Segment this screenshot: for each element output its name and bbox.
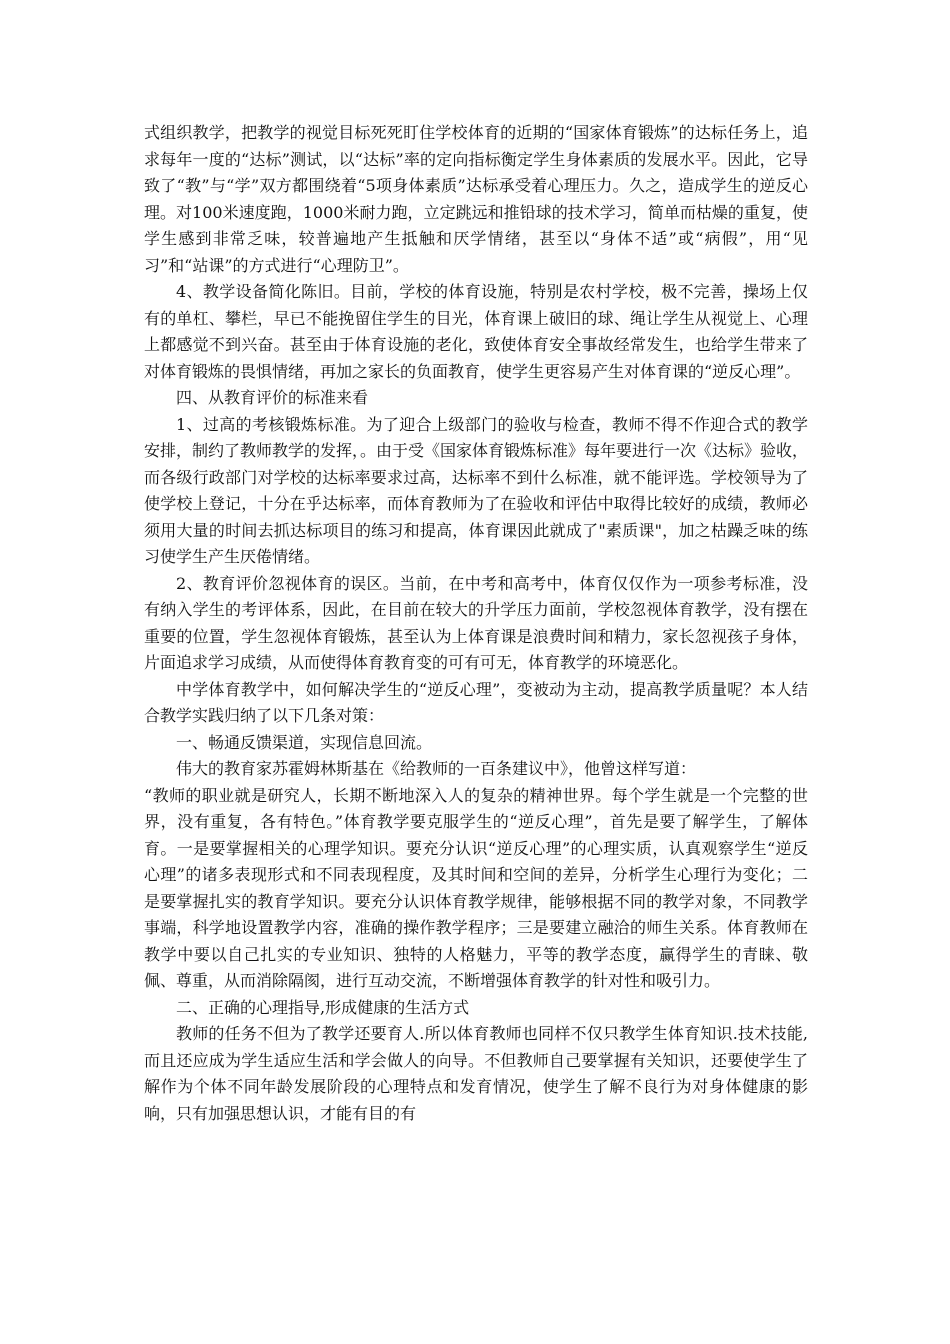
paragraph-evaluation-misconception: 2、教育评价忽视体育的误区。当前，在中考和高考中，体育仅仅作为一项参考标准，没有纳入学生的考评体系，因此，在目前在较大的升学压力面前，学校忽视体育教学，没有摆在重要的位置，学生忽视体育锻炼，甚至认为上体育课是浪费时间和精力，家长忽视孩子身体，片面追求学习成绩，从而使得体育教育变的可有可无，体育教学的环境恶化。 xyxy=(144,573,808,672)
section-heading-evaluation: 四、从教育评价的标准来看 xyxy=(176,388,369,407)
paragraph-quote-body: “教师的职业就是研究人，长期不断地深入人的复杂的精神世界。每个学生就是一个完整的世界，没有重复，各有特色。”体育教学要克服学生的“逆反心理”，首先是要了解学生，了解体育。一是要掌握相关的心理学知识。要充分认识“逆反心理”的心理实质，认真观察学生“逆反心理”的诸多表现形式和不同表现程度，及其时间和空间的差异，分析学生心理行为变化；二是要掌握扎实的教育学知识。要充分认识体育教学规律，能够根据不同的教学对象，不同教学事端，科学地设置教学内容，准确的操作教学程序；三是要建立融洽的师生关系。体育教师在教学中要以自己扎实的专业知识、独特的人格魅力，平等的教学态度，赢得学生的青睐、敬佩、尊重，从而消除隔阂，进行互动交流，不断增强体育教学的针对性和吸引力。 xyxy=(144,785,808,990)
section-heading-feedback: 一、畅通反馈渠道，实现信息回流。 xyxy=(176,732,433,752)
paragraph-strategy-intro: 中学体育教学中，如何解决学生的“逆反心理”，变被动为主动，提高教学质量呢？本人结合教学实践归纳了以下几条对策： xyxy=(144,679,808,725)
paragraph-teacher-task: 教师的任务不但为了教学还要育人.所以体育教师也同样不仅只教学生体育知识.技术技能,而且还应成为学生适应生活和学会做人的向导。不但教师自己要掌握有关知识，还要使学生了解作为个体不同年龄发展阶段的心理特点和发育情况，使学生了解不良行为对身体健康的影响，只有加强思想认识，才能有目的有 xyxy=(144,1024,808,1123)
section-heading-guidance: 二、正确的心理指导,形成健康的生活方式 xyxy=(176,997,470,1017)
paragraph-quote-intro: 伟大的教育家苏霍姆林斯基在《给教师的一百条建议中》，他曾这样写道： xyxy=(176,759,697,778)
paragraph-assessment-standard: 1、过高的考核锻炼标准。为了迎合上级部门的验收与检查，教师不得不作迎合式的教学安排，制约了教师教学的发挥，。由于受《国家体育锻炼标准》每年要进行一次《达标》验收，而各级行政部门对学校的达标率要求过高，达标率不到什么标准，就不能评选。学校领导为了使学校上登记，十分在乎达标率，而体育教师为了在验收和评估中取得比较好的成绩，教师必须用大量的时间去抓达标项目的练习和提高，体育课因此就成了"素质课"，加之枯躁乏味的练习使学生产生厌倦情绪。 xyxy=(144,414,809,566)
paragraph-teaching-equipment: 4、教学设备简化陈旧。目前，学校的体育设施，特别是农村学校，极不完善，操场上仅有的单杠、攀栏，早已不能挽留住学生的目光，体育课上破旧的球、绳让学生从视觉上、心理上都感觉不到兴奋。甚至由于体育设施的老化，致使体育安全事故经常发生，也给学生带来了对体育锻炼的畏惧情绪，再加之家长的负面教育，使学生更容易产生对体育课的“逆反心理”。 xyxy=(144,282,808,381)
document-page xyxy=(144,120,808,1127)
paragraph-continuation: 式组织教学，把教学的视觉目标死死盯住学校体育的近期的“国家体育锻炼”的达标任务上，追求每年一度的“达标”测试，以“达标”率的定向指标衡定学生身体素质的发展水平。因此，它导致了“教”与“学”双方都围绕着“5项身体素质”达标承受着心理压力。久之，造成学生的逆反心理。对100米速度跑，1000米耐力跑，立定跳远和推铅球的技术学习，简单而枯燥的重复，使学生感到非常乏味，较普遍地产生抵触和厌学情绪，甚至以“身体不适”或“病假”，用“见习”和“站课”的方式进行“心理防卫”。 xyxy=(144,123,808,275)
